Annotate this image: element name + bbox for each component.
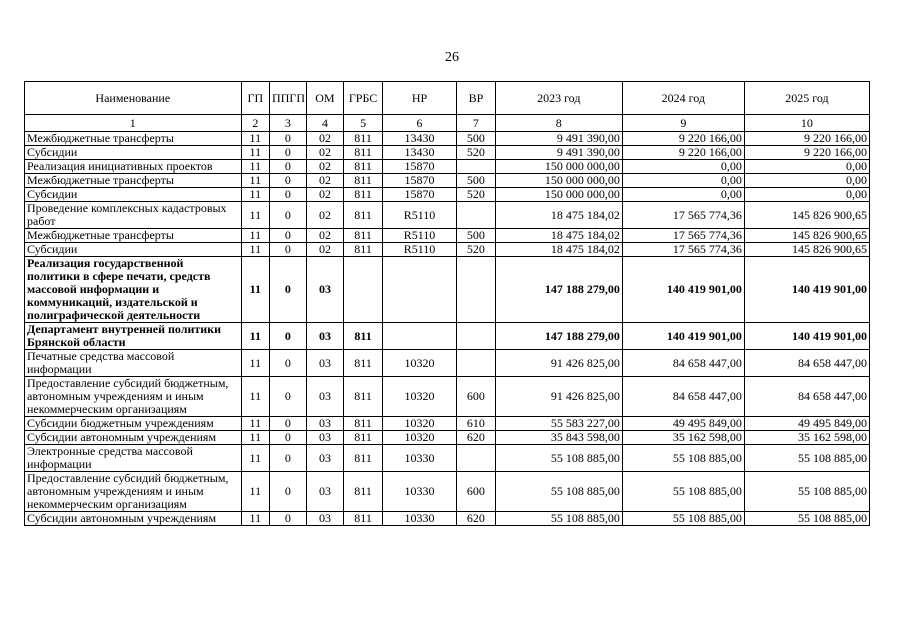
amount-2023-cell: 91 426 825,00 bbox=[495, 350, 622, 377]
gp-cell: 11 bbox=[241, 431, 269, 445]
amount-2023-cell: 55 108 885,00 bbox=[495, 472, 622, 512]
grbs-cell: 811 bbox=[344, 174, 383, 188]
gp-cell: 11 bbox=[241, 417, 269, 431]
amount-2025-cell: 49 495 849,00 bbox=[744, 417, 869, 431]
om-cell: 03 bbox=[306, 512, 344, 526]
amount-2023-cell: 18 475 184,02 bbox=[495, 202, 622, 229]
ppgp-cell: 0 bbox=[270, 445, 307, 472]
nr-cell: 10320 bbox=[382, 417, 456, 431]
om-cell: 02 bbox=[306, 229, 344, 243]
amount-2025-cell: 140 419 901,00 bbox=[744, 323, 869, 350]
gp-cell: 11 bbox=[241, 132, 269, 146]
om-cell: 02 bbox=[306, 146, 344, 160]
ppgp-cell: 0 bbox=[270, 350, 307, 377]
vr-cell bbox=[457, 350, 496, 377]
amount-2025-cell: 35 162 598,00 bbox=[744, 431, 869, 445]
gp-cell: 11 bbox=[241, 323, 269, 350]
amount-2025-cell: 140 419 901,00 bbox=[744, 257, 869, 323]
column-number: 9 bbox=[622, 115, 744, 132]
om-cell: 02 bbox=[306, 243, 344, 257]
grbs-cell: 811 bbox=[344, 350, 383, 377]
table-row bbox=[25, 431, 870, 445]
table-row bbox=[25, 445, 870, 472]
vr-cell: 520 bbox=[457, 146, 496, 160]
table-row bbox=[25, 472, 870, 512]
nr-cell: 15870 bbox=[382, 160, 456, 174]
vr-cell: 600 bbox=[457, 472, 496, 512]
column-number: 4 bbox=[306, 115, 344, 132]
om-cell: 03 bbox=[306, 417, 344, 431]
om-cell: 02 bbox=[306, 174, 344, 188]
amount-2024-cell: 84 658 447,00 bbox=[622, 377, 744, 417]
vr-cell: 620 bbox=[457, 431, 496, 445]
column-number: 6 bbox=[382, 115, 456, 132]
amount-2025-cell: 55 108 885,00 bbox=[744, 445, 869, 472]
ppgp-cell: 0 bbox=[270, 146, 307, 160]
grbs-cell: 811 bbox=[344, 188, 383, 202]
amount-2025-cell: 145 826 900,65 bbox=[744, 243, 869, 257]
gp-cell: 11 bbox=[241, 174, 269, 188]
amount-2024-cell: 17 565 774,36 bbox=[622, 229, 744, 243]
name-cell: Предоставление субсидий бюджетным, автономным учреждениям и иным некоммерческим организациям bbox=[25, 377, 242, 417]
amount-2025-cell: 0,00 bbox=[744, 188, 869, 202]
name-cell: Электронные средства массовой информации bbox=[25, 445, 242, 472]
om-cell: 02 bbox=[306, 160, 344, 174]
amount-2024-cell: 17 565 774,36 bbox=[622, 243, 744, 257]
gp-cell: 11 bbox=[241, 445, 269, 472]
nr-cell: 15870 bbox=[382, 188, 456, 202]
table-body bbox=[25, 132, 870, 526]
vr-cell bbox=[457, 160, 496, 174]
vr-cell bbox=[457, 202, 496, 229]
gp-cell: 11 bbox=[241, 188, 269, 202]
amount-2023-cell: 150 000 000,00 bbox=[495, 188, 622, 202]
gp-cell: 11 bbox=[241, 377, 269, 417]
gp-cell: 11 bbox=[241, 202, 269, 229]
table-row bbox=[25, 174, 870, 188]
header-cell-2025: 2025 год bbox=[744, 82, 869, 115]
ppgp-cell: 0 bbox=[270, 132, 307, 146]
nr-cell bbox=[382, 257, 456, 323]
name-cell: Субсидии автономным учреждениям bbox=[25, 512, 242, 526]
grbs-cell: 811 bbox=[344, 202, 383, 229]
amount-2024-cell: 140 419 901,00 bbox=[622, 323, 744, 350]
vr-cell: 600 bbox=[457, 377, 496, 417]
grbs-cell: 811 bbox=[344, 146, 383, 160]
amount-2025-cell: 9 220 166,00 bbox=[744, 132, 869, 146]
ppgp-cell: 0 bbox=[270, 188, 307, 202]
ppgp-cell: 0 bbox=[270, 377, 307, 417]
nr-cell: 13430 bbox=[382, 132, 456, 146]
gp-cell: 11 bbox=[241, 146, 269, 160]
vr-cell: 520 bbox=[457, 243, 496, 257]
ppgp-cell: 0 bbox=[270, 512, 307, 526]
vr-cell bbox=[457, 257, 496, 323]
vr-cell: 620 bbox=[457, 512, 496, 526]
amount-2025-cell: 0,00 bbox=[744, 160, 869, 174]
table-row bbox=[25, 350, 870, 377]
grbs-cell bbox=[344, 257, 383, 323]
om-cell: 03 bbox=[306, 377, 344, 417]
name-cell: Субсидии бюджетным учреждениям bbox=[25, 417, 242, 431]
amount-2025-cell: 145 826 900,65 bbox=[744, 229, 869, 243]
table-row bbox=[25, 377, 870, 417]
grbs-cell: 811 bbox=[344, 160, 383, 174]
amount-2025-cell: 55 108 885,00 bbox=[744, 472, 869, 512]
name-cell: Реализация государственной политики в сфере печати, средств массовой информации и коммуникаций, издательской и полиграфической деятельности bbox=[25, 257, 242, 323]
nr-cell: R5110 bbox=[382, 243, 456, 257]
grbs-cell: 811 bbox=[344, 512, 383, 526]
amount-2024-cell: 140 419 901,00 bbox=[622, 257, 744, 323]
table-row bbox=[25, 188, 870, 202]
name-cell: Проведение комплексных кадастровых работ bbox=[25, 202, 242, 229]
amount-2024-cell: 17 565 774,36 bbox=[622, 202, 744, 229]
column-number: 1 bbox=[25, 115, 242, 132]
header-cell-name: Наименование bbox=[25, 82, 242, 115]
nr-cell: 10320 bbox=[382, 431, 456, 445]
nr-cell: 10330 bbox=[382, 445, 456, 472]
amount-2024-cell: 55 108 885,00 bbox=[622, 445, 744, 472]
amount-2024-cell: 35 162 598,00 bbox=[622, 431, 744, 445]
grbs-cell: 811 bbox=[344, 445, 383, 472]
grbs-cell: 811 bbox=[344, 243, 383, 257]
ppgp-cell: 0 bbox=[270, 472, 307, 512]
header-cell-2024: 2024 год bbox=[622, 82, 744, 115]
amount-2023-cell: 147 188 279,00 bbox=[495, 257, 622, 323]
gp-cell: 11 bbox=[241, 229, 269, 243]
name-cell: Межбюджетные трансферты bbox=[25, 229, 242, 243]
name-cell: Реализация инициативных проектов bbox=[25, 160, 242, 174]
table-row bbox=[25, 146, 870, 160]
ppgp-cell: 0 bbox=[270, 202, 307, 229]
gp-cell: 11 bbox=[241, 160, 269, 174]
amount-2023-cell: 9 491 390,00 bbox=[495, 146, 622, 160]
amount-2024-cell: 0,00 bbox=[622, 174, 744, 188]
om-cell: 03 bbox=[306, 257, 344, 323]
amount-2023-cell: 18 475 184,02 bbox=[495, 229, 622, 243]
amount-2025-cell: 84 658 447,00 bbox=[744, 350, 869, 377]
amount-2023-cell: 55 108 885,00 bbox=[495, 512, 622, 526]
column-number: 3 bbox=[270, 115, 307, 132]
vr-cell: 610 bbox=[457, 417, 496, 431]
table-row bbox=[25, 202, 870, 229]
om-cell: 03 bbox=[306, 472, 344, 512]
nr-cell: R5110 bbox=[382, 202, 456, 229]
header-cell-gp: ГП bbox=[241, 82, 269, 115]
amount-2025-cell: 9 220 166,00 bbox=[744, 146, 869, 160]
name-cell: Департамент внутренней политики Брянской области bbox=[25, 323, 242, 350]
om-cell: 03 bbox=[306, 350, 344, 377]
column-number: 8 bbox=[495, 115, 622, 132]
nr-cell: 10320 bbox=[382, 377, 456, 417]
om-cell: 03 bbox=[306, 323, 344, 350]
grbs-cell: 811 bbox=[344, 323, 383, 350]
table-row bbox=[25, 257, 870, 323]
ppgp-cell: 0 bbox=[270, 431, 307, 445]
column-number-row bbox=[25, 115, 870, 132]
amount-2025-cell: 55 108 885,00 bbox=[744, 512, 869, 526]
nr-cell: 15870 bbox=[382, 174, 456, 188]
amount-2023-cell: 150 000 000,00 bbox=[495, 160, 622, 174]
om-cell: 03 bbox=[306, 431, 344, 445]
amount-2023-cell: 9 491 390,00 bbox=[495, 132, 622, 146]
header-row bbox=[25, 82, 870, 115]
amount-2025-cell: 84 658 447,00 bbox=[744, 377, 869, 417]
vr-cell: 520 bbox=[457, 188, 496, 202]
header-cell-om: ОМ bbox=[306, 82, 344, 115]
nr-cell: 10330 bbox=[382, 472, 456, 512]
vr-cell: 500 bbox=[457, 174, 496, 188]
nr-cell: 10320 bbox=[382, 350, 456, 377]
table-row bbox=[25, 160, 870, 174]
vr-cell: 500 bbox=[457, 132, 496, 146]
gp-cell: 11 bbox=[241, 257, 269, 323]
gp-cell: 11 bbox=[241, 472, 269, 512]
vr-cell: 500 bbox=[457, 229, 496, 243]
column-number: 5 bbox=[344, 115, 383, 132]
gp-cell: 11 bbox=[241, 350, 269, 377]
amount-2024-cell: 55 108 885,00 bbox=[622, 512, 744, 526]
header-cell-ppgp: ППГП bbox=[270, 82, 307, 115]
amount-2023-cell: 18 475 184,02 bbox=[495, 243, 622, 257]
amount-2023-cell: 150 000 000,00 bbox=[495, 174, 622, 188]
grbs-cell: 811 bbox=[344, 431, 383, 445]
name-cell: Межбюджетные трансферты bbox=[25, 132, 242, 146]
header-cell-grbs: ГРБС bbox=[344, 82, 383, 115]
ppgp-cell: 0 bbox=[270, 257, 307, 323]
amount-2024-cell: 84 658 447,00 bbox=[622, 350, 744, 377]
vr-cell bbox=[457, 445, 496, 472]
nr-cell: R5110 bbox=[382, 229, 456, 243]
name-cell: Субсидии bbox=[25, 243, 242, 257]
om-cell: 02 bbox=[306, 188, 344, 202]
header-cell-nr: НР bbox=[382, 82, 456, 115]
om-cell: 02 bbox=[306, 202, 344, 229]
nr-cell bbox=[382, 323, 456, 350]
amount-2023-cell: 35 843 598,00 bbox=[495, 431, 622, 445]
name-cell: Субсидии автономным учреждениям bbox=[25, 431, 242, 445]
amount-2023-cell: 147 188 279,00 bbox=[495, 323, 622, 350]
amount-2023-cell: 55 108 885,00 bbox=[495, 445, 622, 472]
amount-2023-cell: 55 583 227,00 bbox=[495, 417, 622, 431]
ppgp-cell: 0 bbox=[270, 229, 307, 243]
name-cell: Печатные средства массовой информации bbox=[25, 350, 242, 377]
grbs-cell: 811 bbox=[344, 132, 383, 146]
header-cell-vr: ВР bbox=[457, 82, 496, 115]
ppgp-cell: 0 bbox=[270, 417, 307, 431]
table-row bbox=[25, 243, 870, 257]
table-row bbox=[25, 512, 870, 526]
ppgp-cell: 0 bbox=[270, 323, 307, 350]
amount-2024-cell: 49 495 849,00 bbox=[622, 417, 744, 431]
ppgp-cell: 0 bbox=[270, 160, 307, 174]
grbs-cell: 811 bbox=[344, 229, 383, 243]
om-cell: 03 bbox=[306, 445, 344, 472]
column-number: 2 bbox=[241, 115, 269, 132]
vr-cell bbox=[457, 323, 496, 350]
table-row bbox=[25, 132, 870, 146]
amount-2024-cell: 0,00 bbox=[622, 188, 744, 202]
grbs-cell: 811 bbox=[344, 377, 383, 417]
ppgp-cell: 0 bbox=[270, 174, 307, 188]
amount-2025-cell: 0,00 bbox=[744, 174, 869, 188]
table-row bbox=[25, 323, 870, 350]
page-number: 26 bbox=[445, 50, 459, 65]
amount-2025-cell: 145 826 900,65 bbox=[744, 202, 869, 229]
table-row bbox=[25, 229, 870, 243]
header-cell-2023: 2023 год bbox=[495, 82, 622, 115]
table-row bbox=[25, 417, 870, 431]
gp-cell: 11 bbox=[241, 512, 269, 526]
column-number: 7 bbox=[457, 115, 496, 132]
gp-cell: 11 bbox=[241, 243, 269, 257]
amount-2023-cell: 91 426 825,00 bbox=[495, 377, 622, 417]
amount-2024-cell: 55 108 885,00 bbox=[622, 472, 744, 512]
nr-cell: 13430 bbox=[382, 146, 456, 160]
name-cell: Субсидии bbox=[25, 188, 242, 202]
name-cell: Межбюджетные трансферты bbox=[25, 174, 242, 188]
grbs-cell: 811 bbox=[344, 417, 383, 431]
name-cell: Предоставление субсидий бюджетным, автономным учреждениям и иным некоммерческим организациям bbox=[25, 472, 242, 512]
om-cell: 02 bbox=[306, 132, 344, 146]
column-number: 10 bbox=[744, 115, 869, 132]
amount-2024-cell: 0,00 bbox=[622, 160, 744, 174]
name-cell: Субсидии bbox=[25, 146, 242, 160]
ppgp-cell: 0 bbox=[270, 243, 307, 257]
amount-2024-cell: 9 220 166,00 bbox=[622, 146, 744, 160]
nr-cell: 10330 bbox=[382, 512, 456, 526]
budget-table bbox=[24, 81, 870, 526]
grbs-cell: 811 bbox=[344, 472, 383, 512]
amount-2024-cell: 9 220 166,00 bbox=[622, 132, 744, 146]
